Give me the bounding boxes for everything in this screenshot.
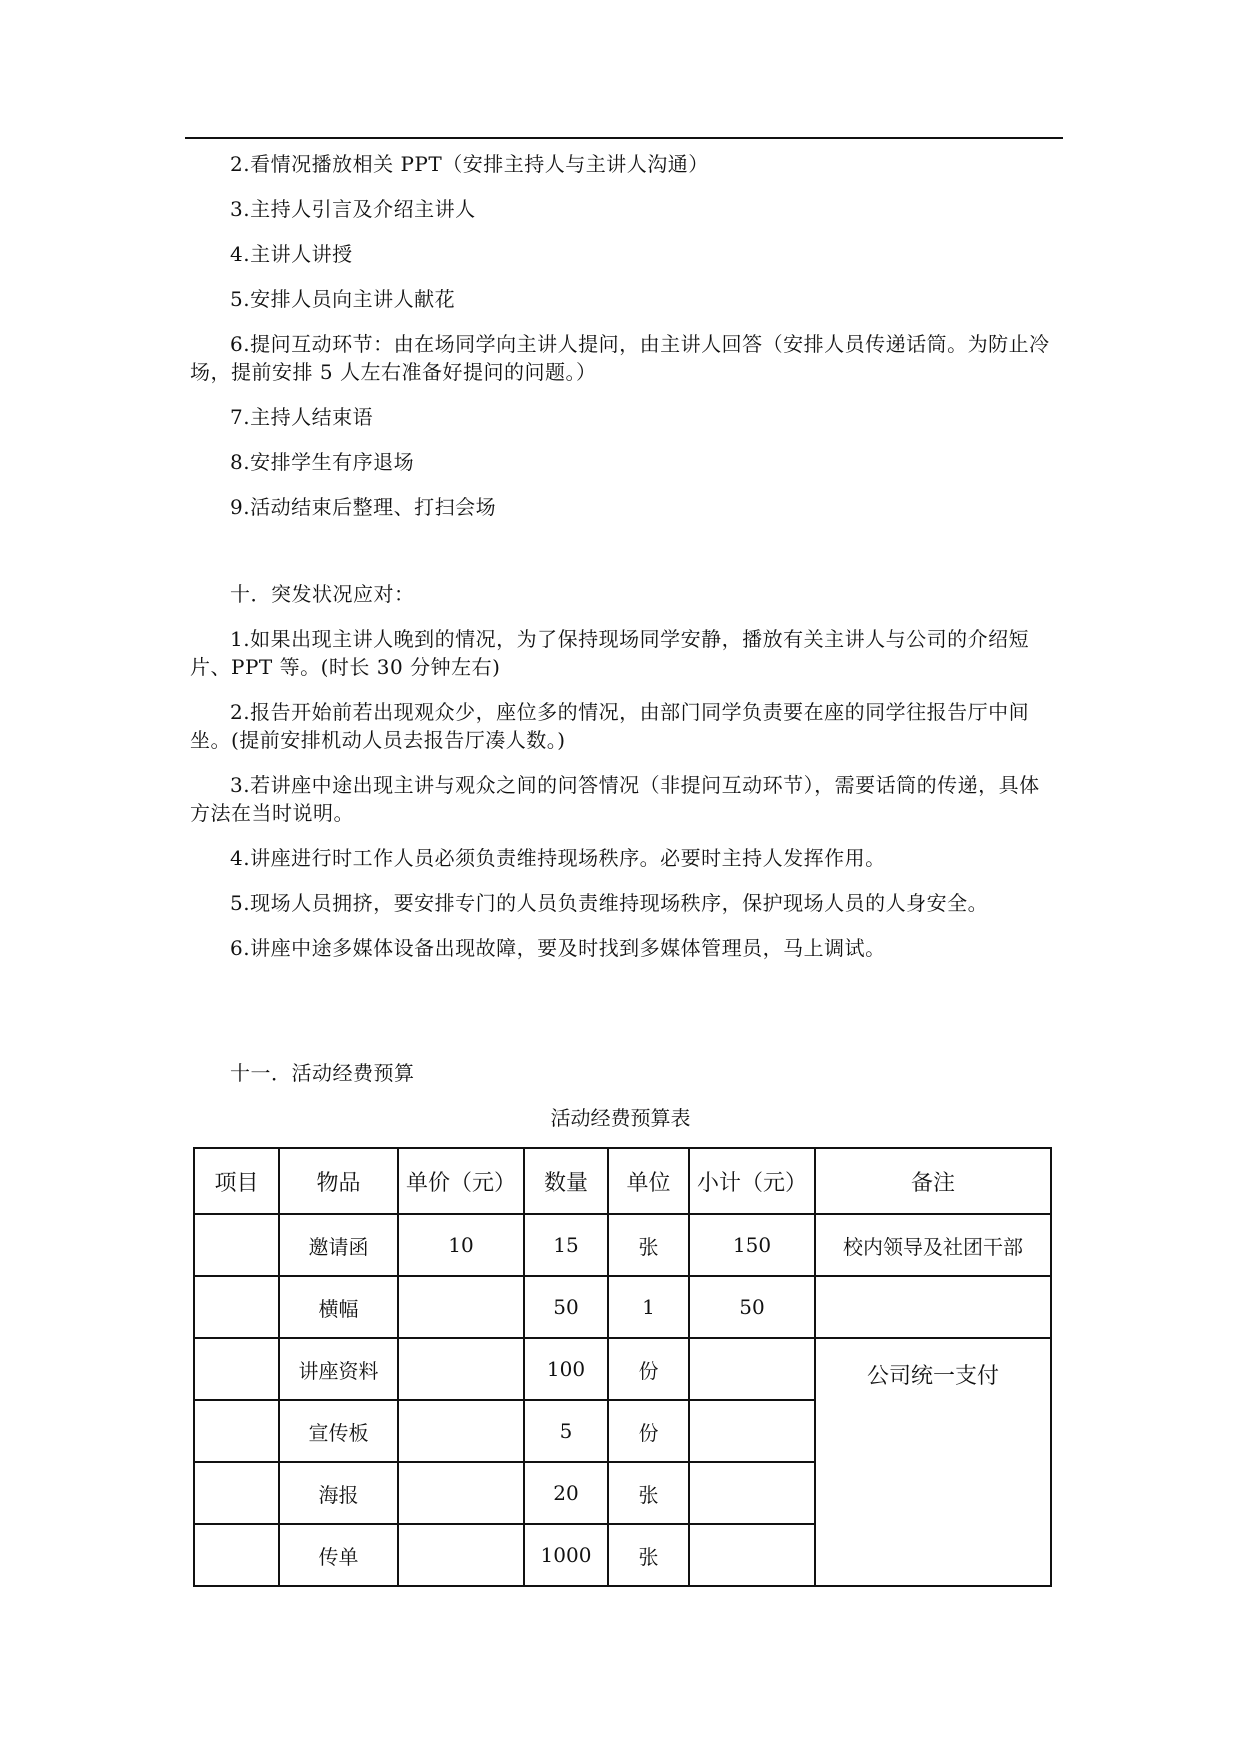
- header-cell: 单价（元）: [398, 1148, 524, 1214]
- table-cell: [194, 1214, 279, 1276]
- table-cell: [689, 1462, 815, 1524]
- table-cell: 150: [689, 1214, 815, 1276]
- table-row: [194, 1276, 1051, 1338]
- contingency-item: 4.讲座进行时工作人员必须负责维持现场秩序。必要时主持人发挥作用。: [230, 846, 886, 870]
- header-cell: 数量: [524, 1148, 608, 1214]
- table-cell: 50: [689, 1276, 815, 1338]
- table-cell: 50: [524, 1276, 608, 1338]
- table-cell: 10: [398, 1214, 524, 1276]
- table-cell: [194, 1338, 279, 1400]
- table-header-row: [194, 1148, 1051, 1214]
- process-item: 5.安排人员向主讲人献花: [230, 287, 456, 311]
- table-cell: [398, 1338, 524, 1400]
- process-item: 3.主持人引言及介绍主讲人: [230, 197, 476, 221]
- table-cell: [689, 1524, 815, 1586]
- table-caption: 活动经费预算表: [550, 1106, 691, 1130]
- table-cell: [398, 1524, 524, 1586]
- table-cell: [194, 1524, 279, 1586]
- table-cell: 宣传板: [279, 1400, 398, 1462]
- table-cell: 张: [608, 1462, 689, 1524]
- table-cell: 100: [524, 1338, 608, 1400]
- table-cell: 校内领导及社团干部: [815, 1214, 1051, 1276]
- table-cell: [689, 1338, 815, 1400]
- table-cell: 1: [608, 1276, 689, 1338]
- process-item: 9.活动结束后整理、打扫会场: [230, 495, 497, 519]
- table-cell: 横幅: [279, 1276, 398, 1338]
- table-cell: 5: [524, 1400, 608, 1462]
- table-cell: 份: [608, 1400, 689, 1462]
- table-cell: 张: [608, 1524, 689, 1586]
- table-row: [194, 1214, 1051, 1276]
- header-rule: [185, 137, 1063, 139]
- header-cell: 小计（元）: [689, 1148, 815, 1214]
- contingency-item: 6.讲座中途多媒体设备出现故障，要及时找到多媒体管理员，马上调试。: [230, 936, 886, 960]
- process-item: 4.主讲人讲授: [230, 242, 353, 266]
- table-cell: [815, 1276, 1051, 1338]
- table-cell: 份: [608, 1338, 689, 1400]
- budget-table: [193, 1147, 1052, 1587]
- table-cell: 20: [524, 1462, 608, 1524]
- contingency-item: 5.现场人员拥挤，要安排专门的人员负责维持现场秩序，保护现场人员的人身安全。: [230, 891, 989, 915]
- table-cell: 1000: [524, 1524, 608, 1586]
- table-cell: 讲座资料: [279, 1338, 398, 1400]
- table-cell: [194, 1462, 279, 1524]
- table-cell: [398, 1462, 524, 1524]
- contingency-item: 1.如果出现主讲人晚到的情况，为了保持现场同学安静，播放有关主讲人与公司的介绍短片、PPT 等。(时长 30 分钟左右): [190, 627, 1030, 679]
- header-cell: 备注: [815, 1148, 1051, 1214]
- process-item: 8.安排学生有序退场: [230, 450, 415, 474]
- header-cell: 项目: [194, 1148, 279, 1214]
- table-row: [194, 1338, 1051, 1400]
- section-11-heading: 十一．活动经费预算: [230, 1061, 415, 1085]
- process-item: 7.主持人结束语: [230, 405, 374, 429]
- remark-merged-cell: 公司统一支付: [815, 1338, 1051, 1586]
- contingency-item: 3.若讲座中途出现主讲与观众之间的问答情况（非提问互动环节），需要话筒的传递，具体方法在当时说明。: [190, 773, 1040, 825]
- process-item: 2.看情况播放相关 PPT（安排主持人与主讲人沟通）: [230, 152, 709, 176]
- process-item: 6.提问互动环节：由在场同学向主讲人提问，由主讲人回答（安排人员传递话筒。为防止冷场，提前安排 5 人左右准备好提问的问题。）: [190, 332, 1050, 384]
- header-cell: 物品: [279, 1148, 398, 1214]
- table-cell: [194, 1400, 279, 1462]
- table-cell: 张: [608, 1214, 689, 1276]
- contingency-item: 2.报告开始前若出现观众少，座位多的情况，由部门同学负责要在座的同学往报告厅中间坐。(提前安排机动人员去报告厅凑人数。): [190, 700, 1030, 752]
- header-cell: 单位: [608, 1148, 689, 1214]
- table-cell: 海报: [279, 1462, 398, 1524]
- table-cell: 15: [524, 1214, 608, 1276]
- section-10-heading: 十．突发状况应对：: [230, 582, 415, 606]
- table-cell: [398, 1400, 524, 1462]
- table-cell: [398, 1276, 524, 1338]
- table-cell: [194, 1276, 279, 1338]
- table-cell: 邀请函: [279, 1214, 398, 1276]
- table-cell: 传单: [279, 1524, 398, 1586]
- table-cell: [689, 1400, 815, 1462]
